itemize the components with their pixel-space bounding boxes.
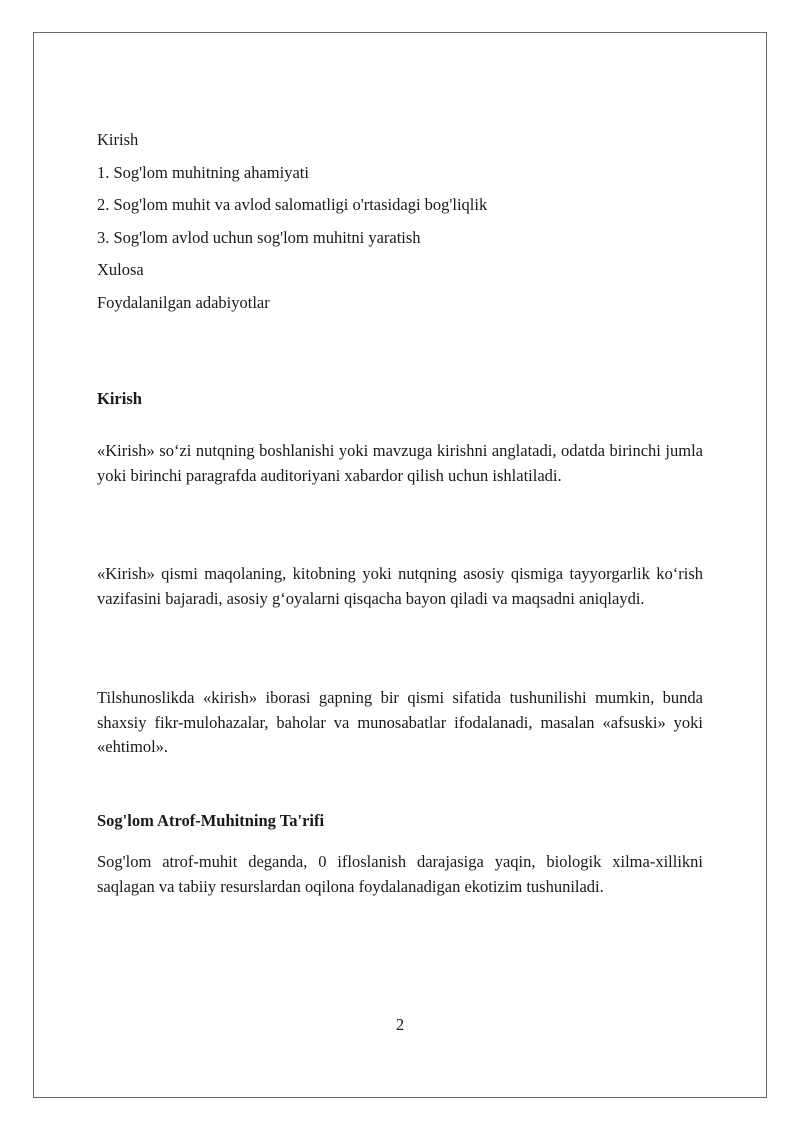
toc-item-2: 2. Sog'lom muhit va avlod salomatligi o'rtasidagi bog'liqlik: [97, 195, 488, 214]
toc-item-conclusion: Xulosa: [97, 260, 144, 279]
page-number: 2: [395, 1015, 405, 1034]
definition-heading: Sog'lom Atrof-Muhitning Ta'rifi: [97, 811, 325, 830]
toc-item-1: 1. Sog'lom muhitning ahamiyati: [97, 162, 309, 182]
toc-item-3: 3. Sog'lom avlod uchun sog'lom muhitni yaratish: [97, 227, 421, 247]
definition-paragraph: Sog'lom atrof-muhit deganda, 0 ifloslanish darajasiga yaqin, biologik xilma-xillikni saqlagan va tabiiy resurslardan oqilona foydalanadigan ekotizim tushuniladi.: [97, 852, 703, 896]
toc-item-intro: Kirish: [97, 130, 139, 149]
toc-item-references: Foydalanilgan adabiyotlar: [97, 292, 270, 312]
intro-paragraph-3: Tilshunoslikda «kirish» iborasi gapning bir qismi sifatida tushunilishi mumkin, bunda shaxsiy fikr-mulohazalar, baholar va munosabatlar ifodalanadi, masalan «afsuski» yoki «ehtimol».: [97, 688, 703, 756]
intro-heading: Kirish: [97, 389, 142, 408]
intro-paragraph-2: «Kirish» qismi maqolaning, kitobning yoki nutqning asosiy qismiga tayyorgarlik ko‘rish vazifasini bajaradi, asosiy g‘oyalarni qisqacha bayon qiladi va maqsadni aniqlaydi.: [97, 564, 703, 608]
intro-paragraph-1: «Kirish» so‘zi nutqning boshlanishi yoki mavzuga kirishni anglatadi, odatda birinchi jumla yoki birinchi paragrafda auditoriyani xabardor qilish uchun ishlatiladi.: [97, 441, 703, 485]
table-of-contents: [97, 129, 703, 324]
